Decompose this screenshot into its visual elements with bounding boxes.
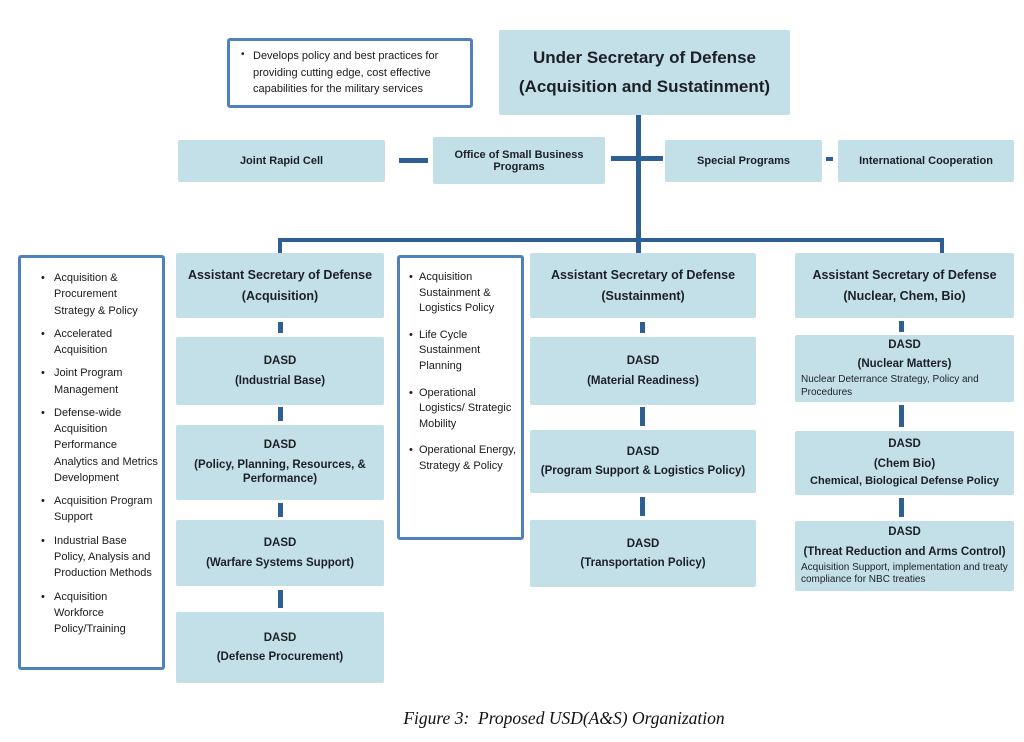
connector-row2-right-dash [826, 157, 833, 161]
dasd-sublabel: (Policy, Planning, Resources, & Performance) [194, 458, 366, 486]
box-asd-nuclear-chem-bio [795, 253, 1014, 318]
list-item: • Life Cycle Sustainment Planning [409, 328, 517, 375]
connector-acq-stub-1 [278, 322, 283, 333]
box-asd-acquisition [176, 253, 384, 318]
dasd-label: DASD [888, 438, 921, 451]
connector-acq-stub-2 [278, 407, 283, 421]
asd-ncb-line1: Assistant Secretary of Defense [812, 268, 997, 283]
box-dasd-nuclear-matters [795, 335, 1014, 402]
dasd-label: DASD [888, 338, 921, 351]
dasd-label: DASD [263, 537, 297, 550]
dasd-description: Acquisition Support, implementation and treaty compliance for NBC treaties [801, 561, 1008, 586]
connector-top-vertical [636, 113, 641, 253]
connector-row2-crossbar [611, 156, 663, 161]
box-dasd-chem-bio [795, 431, 1014, 495]
box-international-cooperation: International Cooperation [838, 140, 1014, 182]
dasd-sublabel: (Program Support & Logistics Policy) [540, 465, 746, 477]
box-dasd-material-readiness [530, 337, 756, 405]
dasd-label: DASD [626, 445, 660, 458]
box-joint-rapid-cell: Joint Rapid Cell [178, 140, 385, 182]
dasd-sublabel: (Nuclear Matters) [857, 358, 952, 370]
connector-sus-stub-3 [640, 497, 645, 516]
box-dasd-warfare-systems [176, 520, 384, 586]
list-item: • Acquisition Workforce Policy/Training [41, 589, 158, 638]
dasd-label: DASD [263, 439, 297, 452]
asd-sustainment-line1: Assistant Secretary of Defense [550, 268, 736, 283]
dasd-label: DASD [888, 526, 921, 539]
list-item: • Joint Program Management [41, 365, 158, 398]
dasd-label: DASD [263, 355, 297, 368]
connector-acq-stub-3 [278, 503, 283, 517]
box-special-programs: Special Programs [665, 140, 822, 182]
list-item: • Industrial Base Policy, Analysis and Production Methods [41, 533, 158, 582]
list-item: • Acquisition Program Support [41, 493, 158, 526]
connector-left-drop [278, 238, 282, 254]
dasd-label: DASD [626, 355, 660, 368]
dasd-description: Nuclear Deterrance Strategy, Policy and Procedures [801, 374, 979, 398]
dasd-sublabel: (Chem Bio) [873, 457, 936, 470]
connector-ncb-stub-3 [899, 498, 904, 517]
usd-note-panel [227, 38, 473, 108]
box-dasd-policy-planning [176, 425, 384, 500]
dasd-label: DASD [263, 631, 297, 644]
dasd-description: Chemical, Biological Defense Policy [810, 475, 999, 487]
connector-sus-stub-1 [640, 322, 645, 333]
usd-title-line1: Under Secretary of Defense [533, 48, 756, 67]
box-dasd-industrial-base [176, 337, 384, 405]
connector-acq-stub-4 [278, 590, 283, 608]
connector-ncb-stub-2 [899, 405, 904, 427]
list-item: • Operational Logistics/ Strategic Mobility [409, 386, 517, 433]
asd-ncb-line2: (Nuclear, Chem, Bio) [843, 288, 966, 303]
connector-row2-left-dash [399, 158, 428, 163]
usd-title-line2: (Acquisition and Sustatinment) [518, 77, 771, 96]
connector-right-drop [940, 238, 944, 254]
figure-caption: Figure 3: Proposed USD(A&S) Organization [403, 708, 725, 728]
box-small-business-programs: Office of Small Business Programs [433, 137, 605, 184]
asd-acquisition-line2: (Acquisition) [241, 288, 319, 303]
usd-note-bullet: • Develops policy and best practices for providing cutting edge, cost effective capabilities for the military services [236, 48, 462, 98]
list-item: • Operational Energy, Strategy & Policy [409, 443, 517, 474]
list-item: • Defense-wide Acquisition Performance Analytics and Metrics Development [41, 405, 158, 486]
list-item: • Accelerated Acquisition [41, 326, 158, 359]
dasd-sublabel: (Warfare Systems Support) [206, 556, 354, 569]
connector-sus-stub-2 [640, 407, 645, 426]
connector-distribution-line [278, 238, 944, 242]
box-dasd-defense-procurement [176, 612, 384, 683]
usd-box [499, 30, 790, 115]
connector-ncb-stub-1 [899, 321, 904, 332]
dasd-label: DASD [626, 537, 660, 550]
box-dasd-transportation-policy [530, 520, 756, 587]
acquisition-functions-panel [18, 255, 165, 670]
dasd-sublabel: (Defense Procurement) [216, 651, 344, 663]
list-item: • Acquisition & Procurement Strategy & Policy [41, 270, 158, 319]
list-item: • Acquisition Sustainment & Logistics Policy [409, 270, 517, 317]
box-dasd-program-support [530, 430, 756, 493]
dasd-sublabel: (Threat Reduction and Arms Control) [803, 545, 1006, 558]
dasd-sublabel: (Transportation Policy) [580, 557, 706, 569]
dasd-sublabel: (Industrial Base) [234, 374, 326, 387]
asd-acquisition-line1: Assistant Secretary of Defense [187, 268, 373, 283]
sustainment-functions-panel [397, 255, 524, 540]
box-dasd-threat-reduction [795, 521, 1014, 591]
asd-sustainment-line2: (Sustainment) [601, 288, 685, 303]
box-asd-sustainment [530, 253, 756, 318]
dasd-sublabel: (Material Readiness) [587, 374, 699, 387]
